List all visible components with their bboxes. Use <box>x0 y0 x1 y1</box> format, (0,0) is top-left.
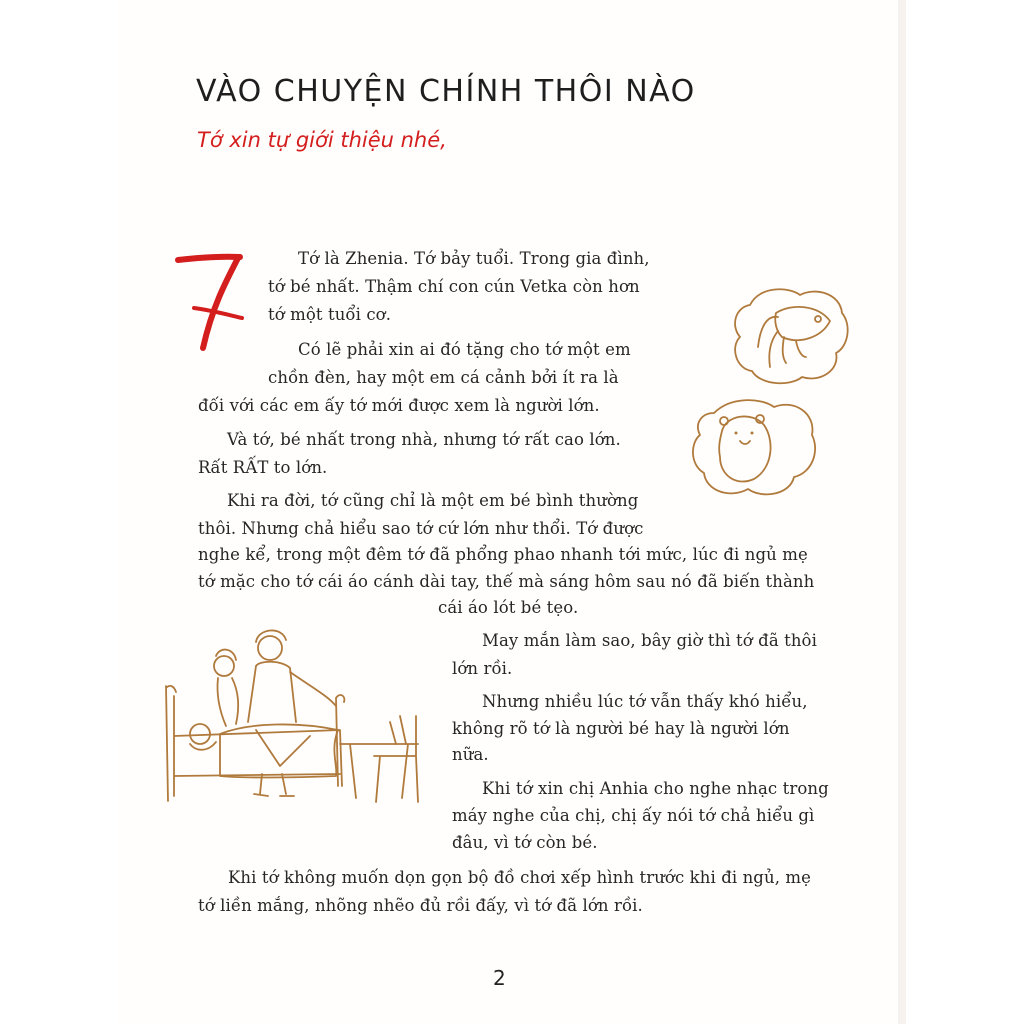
text-line: tớ bé nhất. Thậm chí con cún Vetka còn hơn <box>268 277 640 296</box>
text-line: tớ mặc cho tớ cái áo cánh dài tay, thế mà sáng hôm sau nó đã biến thành <box>198 572 815 591</box>
fish-thought-drawing <box>730 285 850 385</box>
page-number: 2 <box>493 966 506 990</box>
text-line: đối với các em ấy tớ mới được xem là người lớn. <box>198 396 600 415</box>
text-line: May mắn làm sao, bây giờ thì tớ đã thôi <box>482 631 817 650</box>
chapter-subtitle: Tớ xin tự giới thiệu nhé, <box>197 128 447 152</box>
text-line: nữa. <box>452 745 489 764</box>
numeral-seven-drawing <box>170 248 250 358</box>
text-line: Khi tớ không muốn dọn gọn bộ đồ chơi xếp hình trước khi đi ngủ, mẹ <box>228 868 811 887</box>
chapter-title: VÀO CHUYỆN CHÍNH THÔI NÀO <box>196 74 696 109</box>
text-line: nghe kể, trong một đêm tớ đã phổng phao nhanh tới mức, lúc đi ngủ mẹ <box>198 545 808 564</box>
text-line: Nhưng nhiều lúc tớ vẫn thấy khó hiểu, <box>482 692 808 711</box>
page-edge <box>898 0 906 1024</box>
bedroom-family-drawing <box>160 626 430 806</box>
text-line: Có lẽ phải xin ai đó tặng cho tớ một em <box>298 340 631 359</box>
text-line: Rất RẤT to lớn. <box>198 458 328 477</box>
hamster-thought-drawing <box>690 395 820 500</box>
text-line: tớ một tuổi cơ. <box>268 305 392 324</box>
text-line: tớ liền mắng, nhõng nhẽo đủ rồi đấy, vì tớ đã lớn rồi. <box>198 896 643 915</box>
text-line: Khi ra đời, tớ cũng chỉ là một em bé bình thường <box>227 491 639 510</box>
text-line: chồn đèn, hay một em cá cảnh bởi ít ra là <box>268 368 619 387</box>
text-line: thôi. Nhưng chả hiểu sao tớ cứ lớn như thổi. Tớ được <box>198 519 644 538</box>
text-line: lớn rồi. <box>452 659 513 678</box>
text-line: máy nghe của chị, chị ấy nói tớ chả hiểu gì <box>452 806 815 825</box>
text-line: cái áo lót bé tẹo. <box>438 598 579 617</box>
text-line: Khi tớ xin chị Anhia cho nghe nhạc trong <box>482 779 829 798</box>
text-line: Tớ là Zhenia. Tớ bảy tuổi. Trong gia đình, <box>298 249 650 268</box>
text-line: Và tớ, bé nhất trong nhà, nhưng tớ rất cao lớn. <box>227 430 621 449</box>
text-line: đâu, vì tớ còn bé. <box>452 833 598 852</box>
text-line: không rõ tớ là người bé hay là người lớn <box>452 719 790 738</box>
